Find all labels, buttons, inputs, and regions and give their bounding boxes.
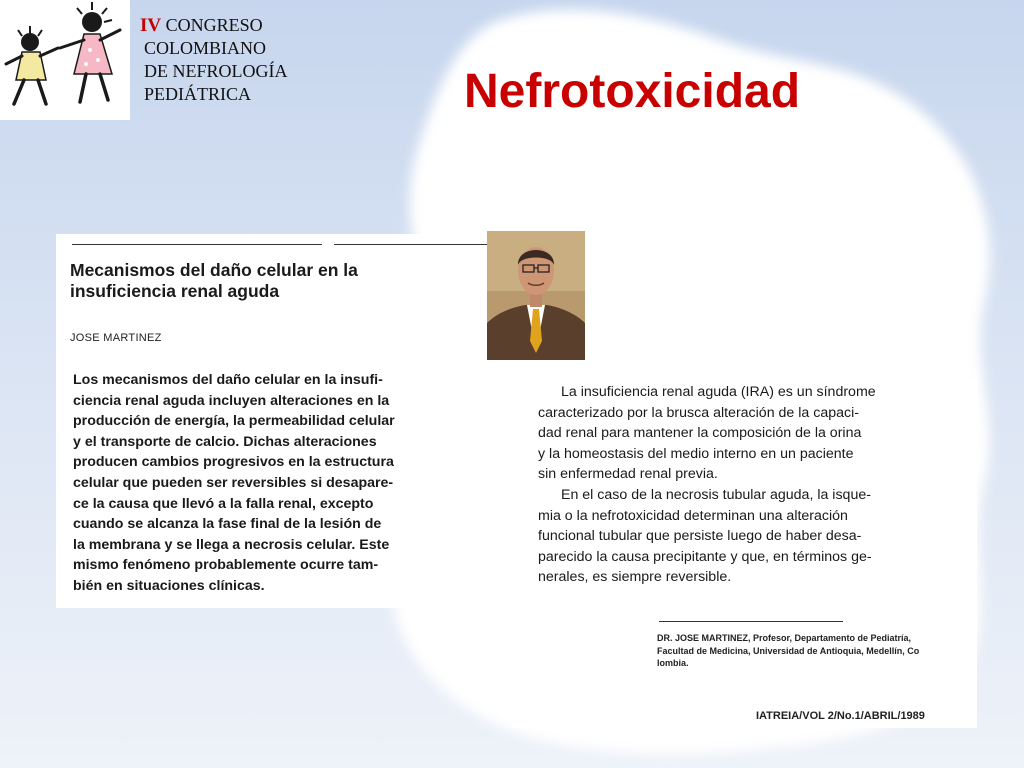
body-line: funcional tubular que persiste luego de haber desa-: [538, 528, 862, 545]
abstract-line: ciencia renal aguda incluyen alteraciones en la: [73, 392, 390, 409]
body-line: mia o la nefrotoxicidad determinan una alteración: [538, 507, 848, 524]
author-photo: [487, 231, 585, 360]
abstract-line: cuando se alcanza la fase final de la lesión de: [73, 516, 382, 533]
body-line: nerales, es siempre reversible.: [538, 569, 732, 586]
affiliation-line: DR. JOSE MARTINEZ, Profesor, Departamento de Pediatría,: [657, 633, 912, 643]
body-line: La insuficiencia renal aguda (IRA) es un síndrome: [561, 384, 876, 400]
congress-line-3: DE NEFROLOGÍA: [144, 61, 288, 81]
body-line: caracterizado por la brusca alteración de la capaci-: [538, 404, 859, 421]
congress-logo: [0, 0, 130, 120]
header-rules: [72, 244, 488, 245]
article-clipping-left: [56, 234, 488, 608]
abstract-line: ce la causa que llevó a la falla renal, excepto: [73, 495, 374, 512]
body-line: En el caso de la necrosis tubular aguda, la isque-: [561, 486, 871, 503]
body-line: sin enfermedad renal previa.: [538, 466, 718, 483]
article-title: [70, 260, 430, 302]
children-figures-logo-icon: [0, 0, 130, 120]
affiliation-line: Facultad de Medicina, Universidad de Antioquia, Medellín, Co: [657, 645, 920, 656]
article-clipping-right: [512, 378, 977, 728]
congress-line-2: COLOMBIANO: [144, 38, 267, 58]
congress-number: IV: [140, 15, 162, 36]
article-body: [538, 382, 963, 588]
abstract-line: celular que pueden ser reversibles si desapare-: [73, 474, 394, 491]
abstract-line: bién en situaciones clínicas.: [73, 577, 265, 594]
body-line: y la homeostasis del medio interno en un paciente: [538, 445, 854, 462]
abstract-line: producen cambios progresivos en la estructura: [73, 454, 394, 471]
article-abstract: [73, 370, 493, 597]
abstract-line: y el transporte de calcio. Dichas alteraciones: [73, 433, 377, 450]
slide-title: Nefrotoxicidad: [464, 65, 801, 118]
body-line: dad renal para mantener la composición de la orina: [538, 425, 862, 442]
abstract-line: producción de energía, la permeabilidad celular: [73, 413, 395, 430]
abstract-line: Los mecanismos del daño celular en la insufi-: [73, 372, 383, 388]
article-author: JOSE MARTINEZ: [70, 332, 162, 344]
footnote-rule: [659, 621, 843, 622]
author-affiliation: [657, 632, 957, 670]
congress-line-1: CONGRESO: [165, 15, 263, 35]
portrait-image: [487, 231, 585, 360]
congress-line-4: PEDIÁTRICA: [144, 84, 251, 104]
article-title-line: Mecanismos del daño celular en la: [70, 260, 358, 280]
affiliation-line: lombia.: [657, 658, 689, 668]
congress-name: [140, 14, 288, 106]
body-line: parecido la causa precipitante y que, en términos ge-: [538, 548, 872, 565]
abstract-line: la membrana y se llega a necrosis celular. Este: [73, 536, 390, 553]
article-title-line: insuficiencia renal aguda: [70, 281, 280, 301]
journal-citation: IATREIA/VOL 2/No.1/ABRIL/1989: [756, 710, 925, 722]
abstract-line: mismo fenómeno probablemente ocurre tam-: [73, 557, 379, 574]
